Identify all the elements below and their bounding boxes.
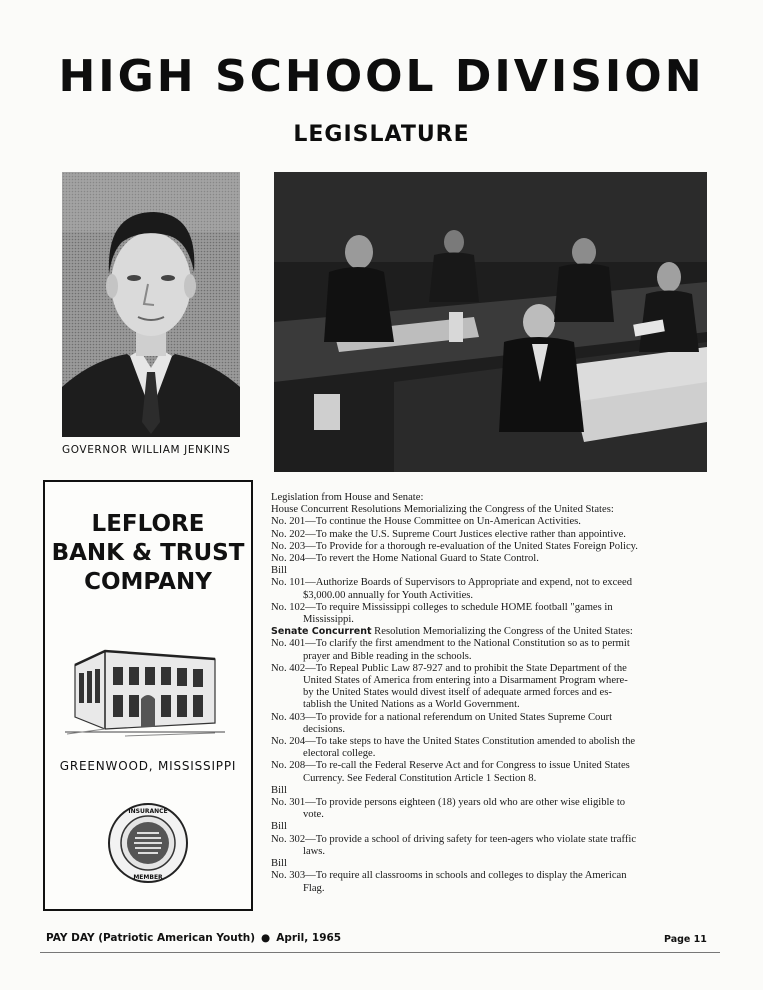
page-subtitle: LEGISLATURE: [293, 122, 470, 147]
legislation-line: Legislation from House and Senate:: [271, 492, 424, 503]
legislation-line: No. 101—Authorize Boards of Supervisors to Appropriate and expend, not to exceed: [271, 577, 632, 589]
legislation-line: Bill: [271, 821, 287, 833]
senate-rest: Resolution Memorializing the Congress of the United States:: [371, 626, 633, 638]
bank-name-line: COMPANY: [84, 569, 212, 595]
bullet-icon: ●: [261, 932, 271, 944]
legislation-line: Bill: [271, 784, 287, 796]
legislation-line: tablish the United Nations as a World Government.: [303, 699, 520, 711]
leflore-bank-advertisement: [43, 480, 253, 911]
legislation-line: Bill: [271, 858, 287, 870]
legislation-line: No. 204—To revert the Home National Guard to State Control.: [271, 553, 539, 565]
seal-bottom-text: MEMBER: [133, 874, 163, 881]
legislation-line: House Concurrent Resolutions Memorializing the Congress of the United States:: [271, 504, 614, 516]
senate-label: Senate Concurrent: [271, 626, 372, 638]
legislation-list: [271, 492, 711, 895]
page-title: HIGH SCHOOL DIVISION: [58, 51, 705, 102]
senate-heading: [271, 626, 711, 638]
page-number: Page 11: [664, 934, 707, 945]
seal-top-text: INSURANCE: [128, 808, 168, 815]
governor-portrait-photo: [62, 172, 240, 437]
legislation-line: electoral college.: [303, 748, 376, 760]
legislation-line: United States of America from entering into a Disarmament Program where-: [303, 675, 628, 687]
bank-name-line: LEFLORE: [91, 511, 205, 537]
legislation-line: No. 402—To Repeal Public Law 87-927 and to prohibit the State Department of the: [271, 662, 627, 674]
legislation-line: No. 201—To continue the House Committee on Un-American Activities.: [271, 516, 581, 528]
legislation-line: No. 204—To take steps to have the United States Constitution amended to abolish the: [271, 736, 636, 748]
legislation-line: laws.: [303, 845, 326, 857]
publication-name: PAY DAY (Patriotic American Youth): [46, 932, 256, 944]
legislation-line: No. 303—To require all classrooms in schools and colleges to display the American: [271, 870, 627, 882]
footer-publication: [46, 932, 341, 944]
legislation-line: prayer and Bible reading in the schools.: [303, 650, 472, 662]
bank-city: GREENWOOD, MISSISSIPPI: [59, 759, 237, 773]
legislation-line: No. 202—To make the U.S. Supreme Court Justices elective rather than appointive.: [271, 528, 626, 540]
legislation-line: No. 401—To clarify the first amendment to the National Constitution so as to permit: [271, 638, 630, 650]
legislation-line: Currency. See Federal Constitution Article 1 Section 8.: [303, 772, 537, 784]
legislation-line: Bill: [271, 565, 287, 577]
legislation-line: No. 208—To re-call the Federal Reserve Act and for Congress to issue United States: [271, 760, 630, 772]
footer-rule: [40, 952, 720, 953]
publication-date: April, 1965: [276, 932, 342, 944]
legislation-line: No. 203—To Provide for a thorough re-evaluation of the United States Foreign Policy.: [271, 540, 638, 552]
legislation-line: by the United States would divest itself of adequate armed forces and es-: [303, 687, 612, 699]
legislation-line: Flag.: [303, 882, 325, 894]
legislation-line: No. 302—To provide a school of driving safety for teen-agers who violate state traffic: [271, 833, 637, 845]
fdic-member-seal-icon: [107, 802, 189, 884]
portrait-caption: GOVERNOR WILLIAM JENKINS: [62, 444, 231, 456]
bank-name-line: BANK & TRUST: [51, 540, 245, 566]
legislation-line: No. 403—To provide for a national referendum on United States Supreme Court: [271, 711, 613, 723]
legislation-line: $3,000.00 annually for Youth Activities.: [303, 589, 474, 601]
legislation-line: decisions.: [303, 723, 346, 735]
bank-building-illustration: [65, 637, 225, 737]
legislation-line: No. 301—To provide persons eighteen (18) years old who are other wise eligible to: [271, 797, 626, 809]
legislation-line: Mississippi.: [303, 614, 354, 626]
legislature-chamber-photo: [274, 172, 707, 472]
legislation-line: No. 102—To require Mississippi colleges to schedule HOME football "games in: [271, 601, 613, 613]
legislation-line: vote.: [303, 809, 324, 821]
